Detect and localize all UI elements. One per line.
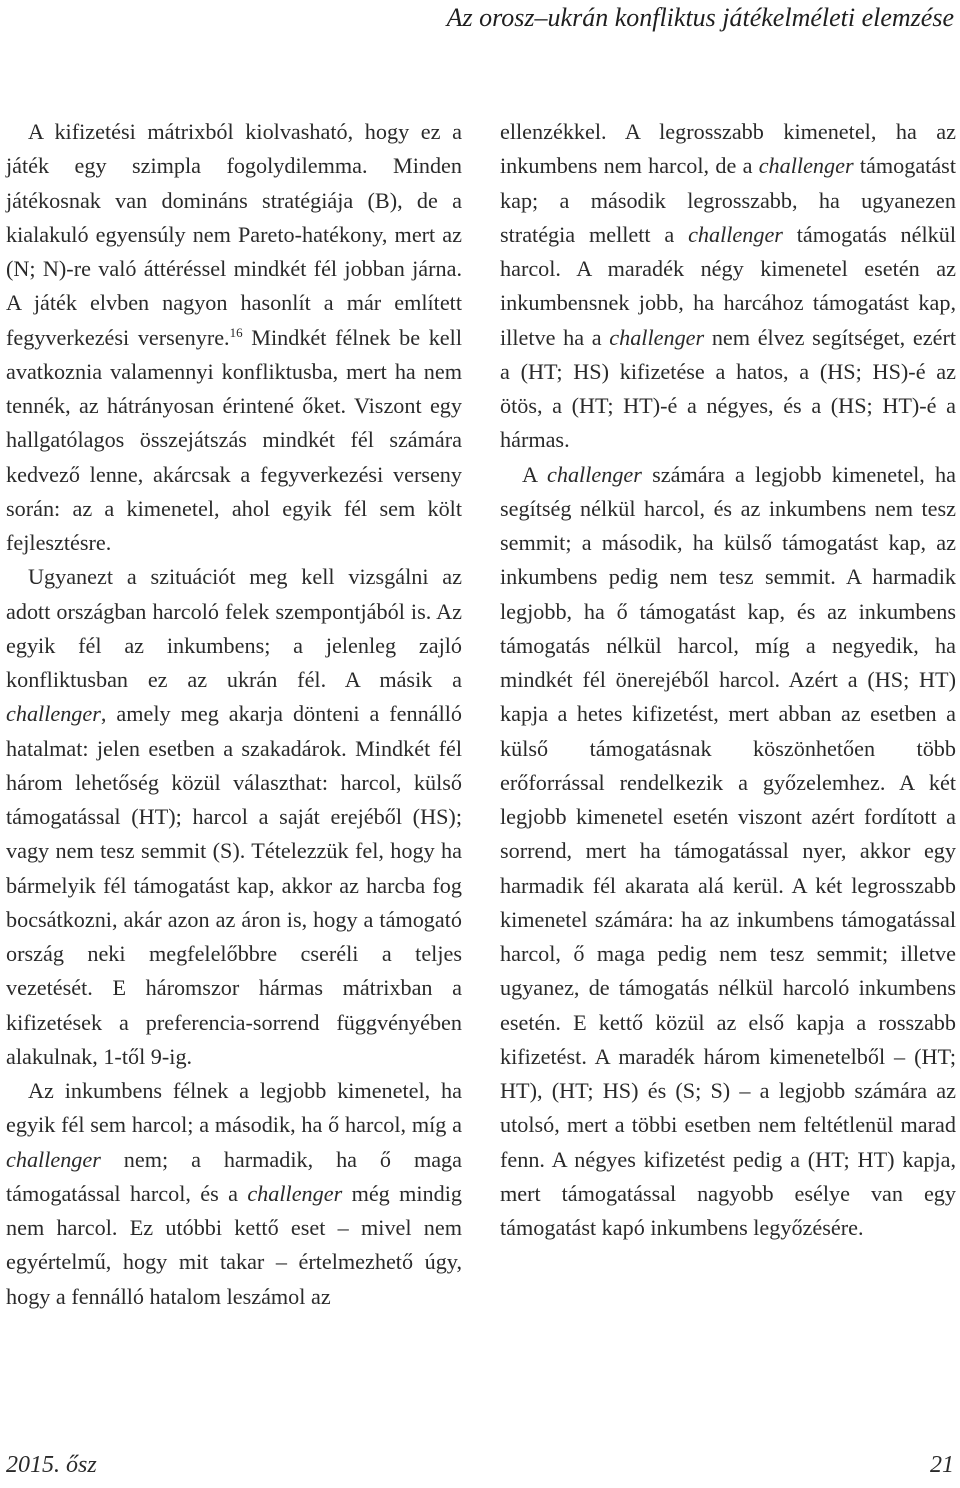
paragraph-text: , amely meg akarja dönteni a fennálló hatalmat: jelen esetben a szakadárok. Mindkét fél három lehetőség közül választhat: harcol, külső támogatással (HT); harcol a saját erejéből (HS); vagy nem tesz semmit (S). Tételezzük fel, hogy ha bármelyik fél támogatást kap, akkor az harcba fog bocsátkozni, akár azon az áron is, hogy a támogató ország neki megfelelőbbre cseréli a teljes vezetését. E háromszor hármas mátrixban a kifizetések a preferencia-sorrend függvényében alakulnak, 1-től 9-ig. xyxy=(6,701,462,1069)
running-head-title: Az orosz–ukrán konfliktus játékelméleti elemzése xyxy=(446,3,954,32)
footer-issue: 2015. ősz xyxy=(6,1452,97,1478)
paragraph-incumbent-challenger xyxy=(6,560,462,1074)
paragraph-incumbent-preferences xyxy=(6,1074,462,1314)
emphasis-term: challenger xyxy=(547,461,642,487)
right-text-column xyxy=(500,115,956,1245)
paragraph-text: nem élvez segítséget, ezért a (HT; HS) kifizetése a hatos, a (HS; HS)-é az ötös, a (HT; HT)-é a négyes, és a (HS; HT)-é a hármas. xyxy=(500,324,956,453)
left-text-column xyxy=(6,115,462,1314)
paragraph-text: Ugyanezt a szituációt meg kell vizsgálni az adott országban harcoló felek szempontjából is. Az egyik fél az inkumbens; a jelenleg zajló konfliktusban ez az ukrán fél. A másik a xyxy=(6,564,462,692)
emphasis-term: challenger xyxy=(6,701,101,727)
page-number: 21 xyxy=(930,1452,954,1478)
paragraph-continuation xyxy=(500,115,956,458)
footnote-marker[interactable]: 16 xyxy=(229,324,243,340)
paragraph-text: még mindig nem harcol. Ez utóbbi kettő eset – mivel nem egyértelmű, hogy mit takar – értelmezhető úgy, hogy a fennálló hatalom leszámol az xyxy=(6,1180,462,1309)
paragraph-text: nem; a harmadik, ha ő maga támogatással harcol, és a xyxy=(6,1146,462,1206)
emphasis-term: challenger xyxy=(758,153,854,179)
emphasis-term: challenger xyxy=(6,1146,101,1172)
emphasis-term: challenger xyxy=(688,221,783,247)
paragraph-text: számára a legjobb kimenetel, ha segítség nélkül harcol, és az inkumbens nem tesz semmit; a második, ha külső támogatást kap, az inkumbens pedig nem tesz semmit. A harmadik legjobb, ha ő támogatást kap, és az inkumbens támogatás nélkül harcol, míg a negyedik, ha mindkét fél önerejéből harcol. Azért a (HS; HT) kapja a hetes kifizetést, mert abban az esetben a külső támogatásnak köszönhetően több erőforrással rendelkezik a győzelemhez. A két legjobb kimenetel esetén viszont azért fordított a sorrend, mert ha támogatással nyer, akkor egy harmadik fél akarata alá kerül. A két legrosszabb kimenetel számára: ha az inkumbens támogatással harcol, ő maga pedig nem tesz semmit; illetve ugyanez, de támogatás nélkül harcoló inkumbens esetén. E kettő közül az első kapja a rosszabb kifizetést. A maradék három kimenetelből – (HT; HT), (HT; HS) és (S; S) – a legjobb számára az utolsó, mert a többi esetben nem feltétlenül marad fenn. A négyes kifizetést pedig a (HT; HT) kapja, mert támogatással nagyobb esélye van egy támogatást kapó inkumbens legyőzésére. xyxy=(500,461,956,1240)
paragraph-text: Mindkét félnek be kell avatkoznia valamennyi konfliktusba, mert ha nem tennék, az hátrányosan érintené őket. Viszont egy hallgatólagos összejátszás mindkét fél számára kedvező lenne, akárcsak a fegyverkezési verseny során: az a kimenetel, ahol egyik fél sem költ fejlesztésre. xyxy=(6,324,462,555)
emphasis-term: challenger xyxy=(609,324,705,350)
paragraph-text: támogatást kap; a második legrosszabb, ha ugyanezen stratégia mellett a xyxy=(500,153,956,247)
paragraph-text: támogatás nélkül harcol. A maradék négy kimenetel esetén az inkumbensnek jobb, ha harcához támogatást kap, illetve ha a xyxy=(500,221,956,350)
paragraph-prisoners-dilemma xyxy=(6,115,462,560)
paragraph-text: ellenzékkel. A legrosszabb kimenetel, ha az inkumbens nem harcol, de a xyxy=(500,119,956,179)
emphasis-term: challenger xyxy=(247,1180,343,1206)
paragraph-text: Az inkumbens félnek a legjobb kimenetel, ha egyik fél sem harcol; a második, ha ő harcol, míg a xyxy=(6,1078,462,1138)
paragraph-text: A xyxy=(522,461,548,487)
paragraph-text: A kifizetési mátrixból kiolvasható, hogy ez a játék egy szimpla fogolydilemma. Minden játékosnak van domináns stratégiája (B), de a kialakuló egyensúly nem Pareto-hatékony, mert az (N; N)-re való áttéréssel mindkét fél jobban járna. A játék elvben nagyon hasonlít a már említett fegyverkezési versenyre. xyxy=(6,119,462,350)
paragraph-challenger-preferences xyxy=(500,458,956,1246)
